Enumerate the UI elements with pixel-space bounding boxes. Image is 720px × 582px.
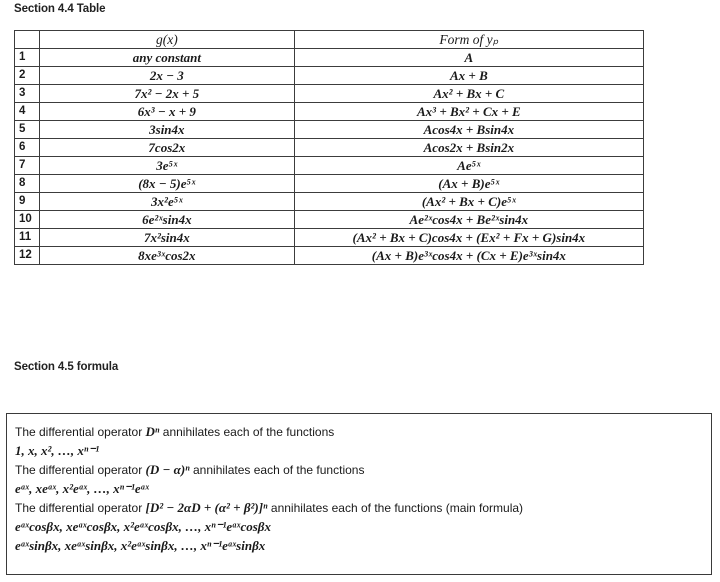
formula-text-tail: annihilates each of the functions (main formula) <box>267 501 524 515</box>
row-number: 2 <box>15 67 40 85</box>
row-number: 5 <box>15 121 40 139</box>
formula-math: 1, x, x², …, xⁿ⁻¹ <box>15 443 100 458</box>
formula-math: eᵅˣcosβx, xeᵅˣcosβx, x²eᵅˣcosβx, …, xⁿ⁻¹eᵅˣcosβx <box>15 519 271 534</box>
formula-line <box>15 441 703 460</box>
header-index <box>15 31 40 49</box>
g-of-x-cell: 6x³ − x + 9 <box>39 103 294 121</box>
formula-line <box>15 536 703 555</box>
form-of-yp-cell: Ae²ˣcos4x + Be²ˣsin4x <box>294 211 643 229</box>
row-number: 1 <box>15 49 40 67</box>
g-of-x-cell: 7x² − 2x + 5 <box>39 85 294 103</box>
form-of-yp-cell: Acos2x + Bsin2x <box>294 139 643 157</box>
formula-math: eᵅˣsinβx, xeᵅˣsinβx, x²eᵅˣsinβx, …, xⁿ⁻¹eᵅˣsinβx <box>15 538 266 553</box>
row-number: 11 <box>15 229 40 247</box>
form-of-yp-cell: Ae⁵ˣ <box>294 157 643 175</box>
section-4-4-title: Section 4.4 Table <box>14 3 106 15</box>
row-number: 9 <box>15 193 40 211</box>
row-number: 3 <box>15 85 40 103</box>
formula-line <box>15 498 703 517</box>
row-number: 8 <box>15 175 40 193</box>
row-number: 6 <box>15 139 40 157</box>
formula-line <box>15 517 703 536</box>
g-of-x-cell: 2x − 3 <box>39 67 294 85</box>
formula-line <box>15 422 703 441</box>
annihilator-formula-box <box>6 413 712 575</box>
form-of-yp-cell: (Ax² + Bx + C)cos4x + (Ex² + Fx + G)sin4x <box>294 229 643 247</box>
formula-math: eᵅˣ, xeᵅˣ, x²eᵅˣ, …, xⁿ⁻¹eᵅˣ <box>15 481 149 496</box>
section-4-5-title: Section 4.5 formula <box>14 361 119 373</box>
table-row <box>15 67 644 85</box>
g-of-x-cell: any constant <box>39 49 294 67</box>
g-of-x-cell: (8x − 5)e⁵ˣ <box>39 175 294 193</box>
form-of-yp-cell: Ax³ + Bx² + Cx + E <box>294 103 643 121</box>
g-of-x-cell: 3x²e⁵ˣ <box>39 193 294 211</box>
g-of-x-cell: 3e⁵ˣ <box>39 157 294 175</box>
table-row <box>15 157 644 175</box>
g-of-x-cell: 6e²ˣsin4x <box>39 211 294 229</box>
g-of-x-cell: 7x²sin4x <box>39 229 294 247</box>
form-of-yp-cell: (Ax + B)e⁵ˣ <box>294 175 643 193</box>
table-row <box>15 121 644 139</box>
header-form-of-yp: Form of yₚ <box>294 31 643 49</box>
formula-line <box>15 460 703 479</box>
formula-math: Dⁿ <box>145 424 160 439</box>
formula-math: [D² − 2αD + (α² + β²)]ⁿ <box>145 500 268 515</box>
formula-text: The differential operator <box>15 501 146 515</box>
particular-solution-table <box>14 30 644 265</box>
formula-text-tail: annihilates each of the functions <box>159 425 335 439</box>
table-row <box>15 229 644 247</box>
form-of-yp-cell: (Ax² + Bx + C)e⁵ˣ <box>294 193 643 211</box>
table-row <box>15 175 644 193</box>
table-header-row <box>15 31 644 49</box>
table-row <box>15 103 644 121</box>
header-g-of-x: g(x) <box>39 31 294 49</box>
formula-text: The differential operator <box>15 463 146 477</box>
form-of-yp-cell: Ax + B <box>294 67 643 85</box>
table-row <box>15 139 644 157</box>
g-of-x-cell: 8xe³ˣcos2x <box>39 247 294 265</box>
table-row <box>15 193 644 211</box>
row-number: 10 <box>15 211 40 229</box>
table-row <box>15 85 644 103</box>
formula-text-tail: annihilates each of the functions <box>189 463 365 477</box>
row-number: 12 <box>15 247 40 265</box>
form-of-yp-cell: (Ax + B)e³ˣcos4x + (Cx + E)e³ˣsin4x <box>294 247 643 265</box>
form-of-yp-cell: Ax² + Bx + C <box>294 85 643 103</box>
formula-text: The differential operator <box>15 425 146 439</box>
table-row <box>15 247 644 265</box>
form-of-yp-cell: A <box>294 49 643 67</box>
table-row <box>15 211 644 229</box>
g-of-x-cell: 3sin4x <box>39 121 294 139</box>
row-number: 7 <box>15 157 40 175</box>
g-of-x-cell: 7cos2x <box>39 139 294 157</box>
formula-math: (D − α)ⁿ <box>145 462 190 477</box>
table-row <box>15 49 644 67</box>
formula-line <box>15 479 703 498</box>
row-number: 4 <box>15 103 40 121</box>
form-of-yp-cell: Acos4x + Bsin4x <box>294 121 643 139</box>
